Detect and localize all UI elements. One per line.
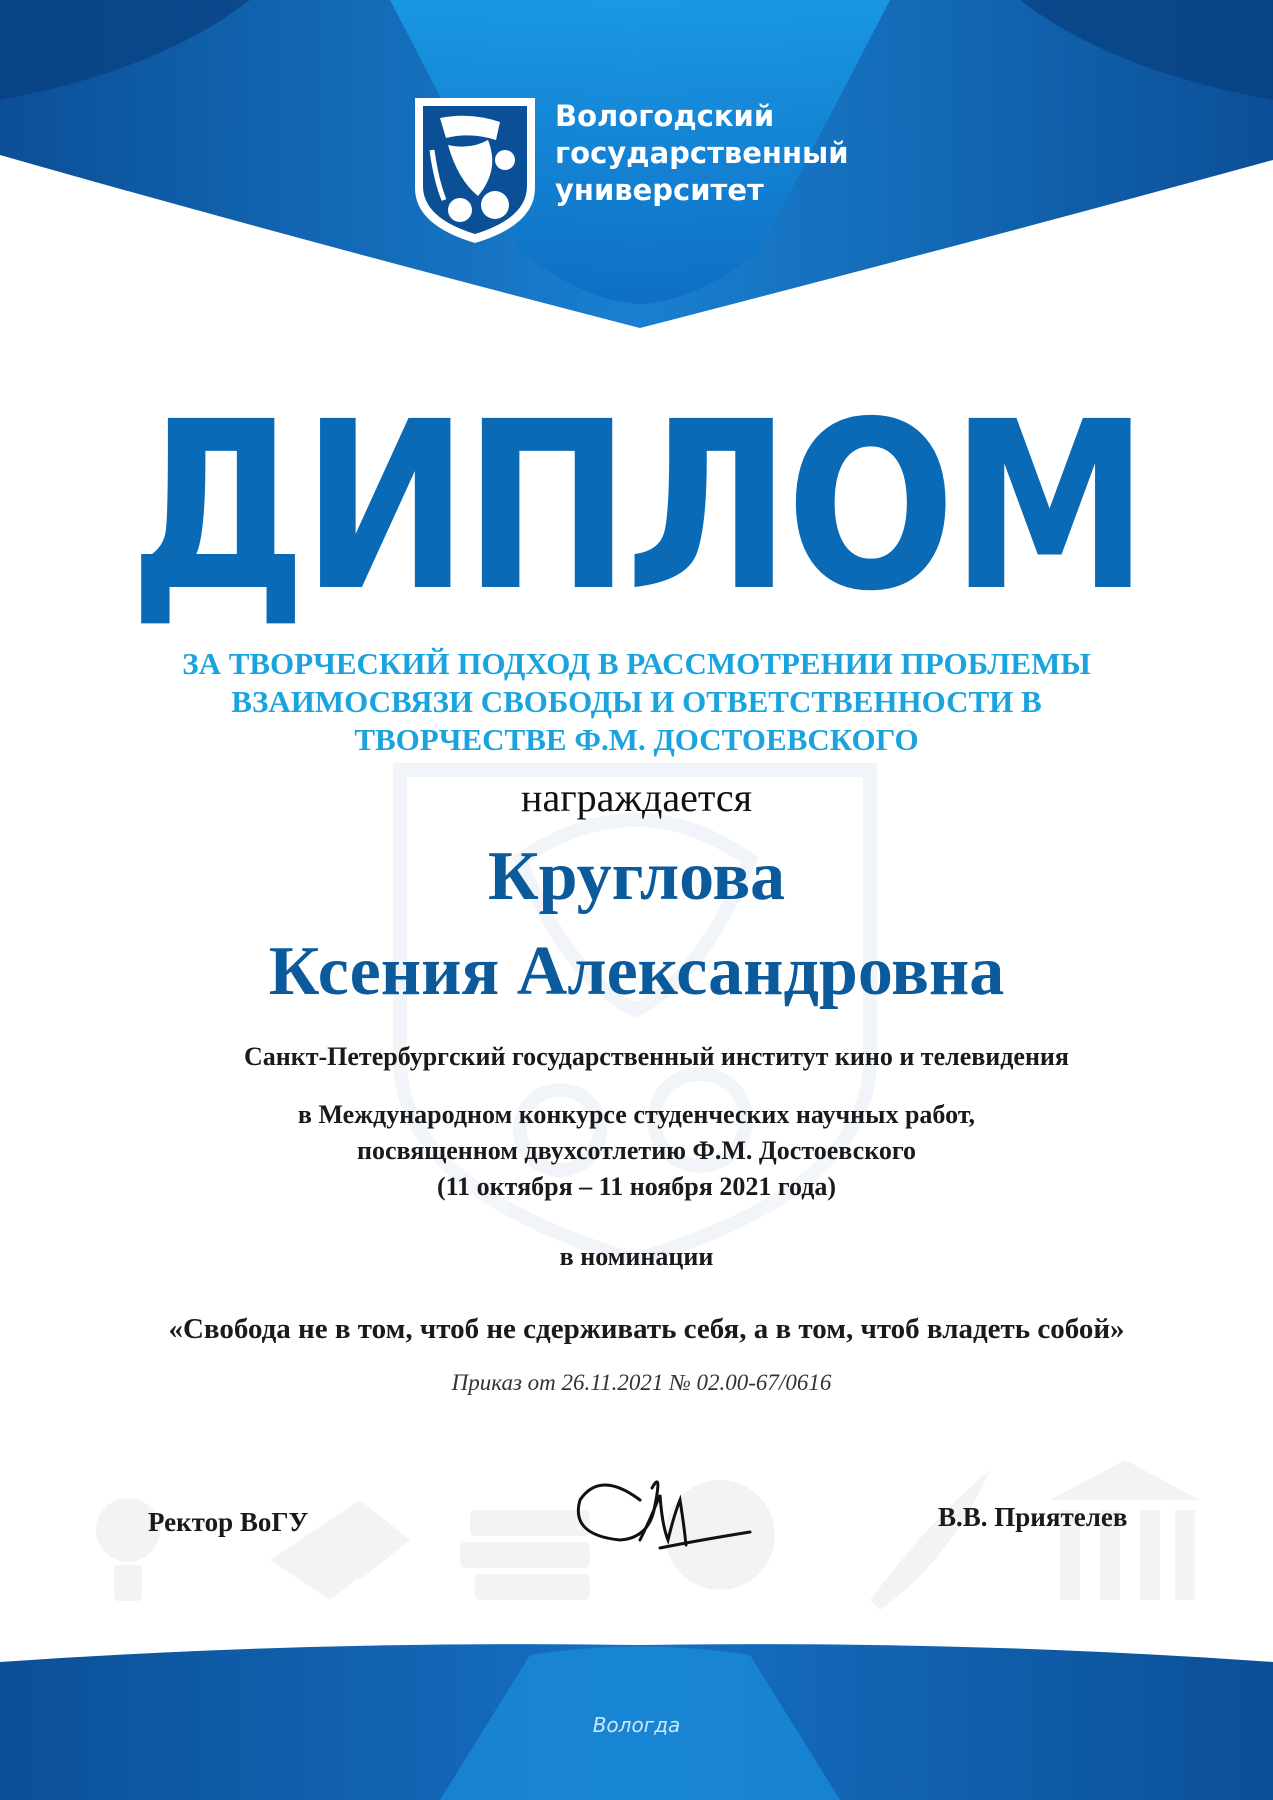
order-reference: Приказ от 26.11.2021 № 02.00-67/0616 (451, 1370, 832, 1395)
diploma-title: ДИПЛОМ (129, 372, 1144, 642)
university-crest-icon (415, 98, 535, 243)
footer-city: Вологда (592, 1713, 681, 1737)
books-icon (460, 1510, 590, 1600)
rector-title: Ректор ВоГУ (148, 1507, 309, 1537)
quill-icon (870, 1470, 990, 1610)
university-name-line-1: Вологодский (555, 99, 775, 133)
award-reason-line-3: ТВОРЧЕСТВЕ Ф.М. ДОСТОЕВСКОГО (354, 722, 919, 757)
award-reason-line-2: ВЗАИМОСВЯЗИ СВОБОДЫ И ОТВЕТСТВЕННОСТИ В (231, 684, 1042, 719)
award-reason (40, 645, 1233, 759)
award-reason-line-1: ЗА ТВОРЧЕСКИЙ ПОДХОД В РАССМОТРЕНИИ ПРОБЛЕМЫ (182, 646, 1091, 681)
university-name-line-2: государственный (555, 136, 849, 170)
university-name-line-3: университет (555, 173, 764, 207)
contest-line-1: в Международном конкурсе студенческих научных работ, (297, 1100, 976, 1129)
contest-line-2: посвященном двухсотлетию Ф.М. Достоевского (356, 1136, 917, 1165)
nomination-title: «Свобода не в том, чтоб не сдерживать себя, а в том, чтоб владеть собой» (168, 1313, 1125, 1345)
rector-name: В.В. Приятелев (938, 1502, 1128, 1532)
recipient-institution: Санкт-Петербургский государственный институт кино и телевидения (244, 1042, 1069, 1071)
contest-line-3: (11 октября – 11 ноября 2021 года) (436, 1172, 837, 1201)
recipient-given-names: Ксения Александровна (268, 933, 1005, 1010)
recipient-surname: Круглова (487, 838, 786, 915)
nomination-label: в номинации (559, 1242, 714, 1271)
globe-icon (665, 1480, 775, 1590)
contest-description (0, 1097, 1273, 1205)
awarded-text: награждается (521, 775, 752, 820)
university-name (555, 98, 885, 209)
